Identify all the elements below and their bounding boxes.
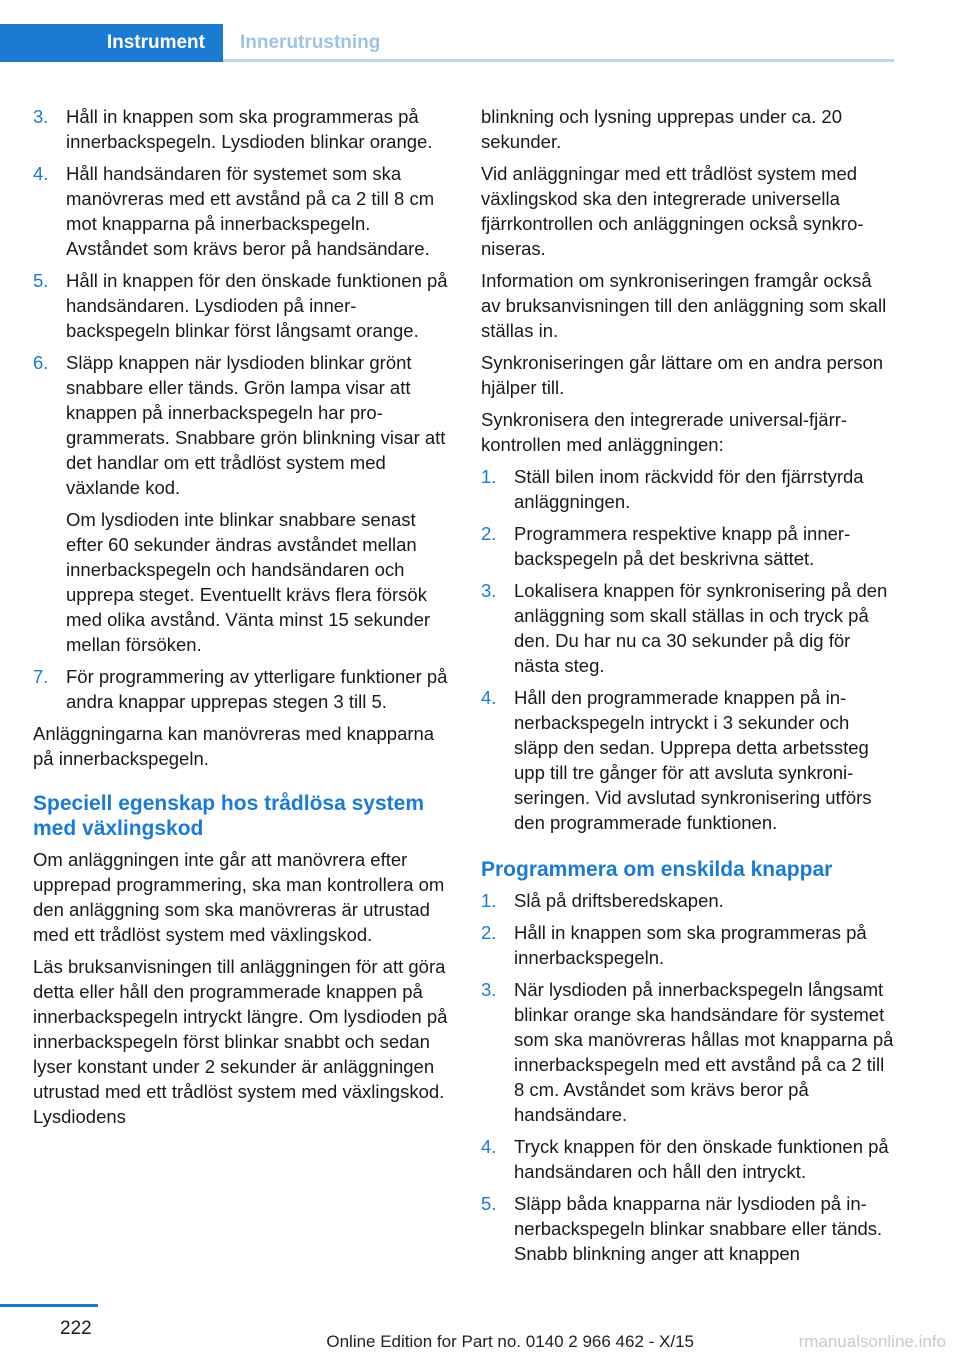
list-number: 3.	[481, 979, 497, 1000]
list-number: 1.	[481, 890, 497, 911]
list-text: Håll handsändaren för systemet som ska manövreras med ett avstånd på ca 2 till 8 cm mot knapparna på innerbackspegeln. Avståndet som krävs beror på handsändare.	[66, 163, 435, 259]
list-number: 4.	[481, 1136, 497, 1157]
list-text: Håll in knappen som ska programmeras på innerbackspegeln.	[514, 922, 867, 968]
list-number: 5.	[33, 270, 49, 291]
list-text: Ställ bilen inom räckvidd för den fjärrstyrda anläggningen.	[514, 466, 864, 512]
tab-instrument[interactable]: Instrument	[0, 24, 223, 62]
paragraph: Information om synkroniseringen framgår också av bruksanvisningen till den anläggning som skall ställas in.	[481, 270, 887, 341]
list-item	[33, 664, 449, 714]
list-text: Håll in knappen som ska programmeras på innerbackspegeln. Lysdioden blinkar orange.	[66, 106, 433, 152]
list-number: 4.	[481, 687, 497, 708]
paragraph: Om anläggningen inte går att manövrera efter upprepad programmering, ska man kontrollera om den anläggning som ska manövreras är utrustad med ett trådlöst system med växlingskod.	[33, 849, 445, 945]
list-number: 4.	[33, 163, 49, 184]
list-item	[481, 1191, 895, 1266]
list-text: För programmering av ytterligare funktioner på andra knappar upprepas stegen 3 till 5.	[66, 666, 448, 712]
list-item	[481, 888, 895, 913]
list-text: Håll den programmerade knappen på innerbackspegeln intryckt i 3 sekunder och släpp den sedan. Upprepa detta arbetssteg upp till tre gånger för att avsluta synkroniseringen. Vid avslutad synkronisering utförs den programmerade funktionen.	[514, 687, 872, 833]
list-text: När lysdioden på innerbackspegeln långsamt blinkar orange ska handsändare för systemet som ska manövreras hållas mot knapparna på innerbackspegeln med ett avstånd på ca 2 till 8 cm. Avståndet som krävs beror på handsändare.	[514, 979, 894, 1125]
list-number: 6.	[33, 352, 49, 373]
list-item	[481, 578, 895, 678]
header-divider	[223, 59, 894, 62]
list-text: Slå på driftsberedskapen.	[514, 890, 724, 911]
list-text: Programmera respektive knapp på innerbackspegeln på det beskrivna sättet.	[514, 523, 851, 569]
list-item	[481, 685, 895, 835]
page-header	[0, 24, 894, 62]
list-number: 2.	[481, 523, 497, 544]
paragraph: Synkronisera den integrerade universal-fjärrkontrollen med anläggningen:	[481, 409, 848, 455]
list-item	[33, 350, 449, 657]
list-number: 5.	[481, 1193, 497, 1214]
section-heading: Programmera om enskilda knappar	[481, 858, 833, 881]
paragraph: blinkning och lysning upprepas under ca. 20 sekunder.	[481, 106, 842, 152]
paragraph: Vid anläggningar med ett trådlöst system med växlingskod ska den integrerade universella fjärrkontrollen och anläggningen också synkroniseras.	[481, 163, 864, 259]
list-item	[481, 977, 895, 1127]
list-item	[481, 521, 895, 571]
list-item	[481, 1134, 895, 1184]
paragraph: Läs bruksanvisningen till anläggningen för att göra detta eller håll den programmerade knappen på innerbackspegeln intryckt längre. Om lysdioden på innerbackspegeln först blinkar snabbt och sedan lyser konstant under 2 sekunder är anläggningen utrustad med ett trådlöst system med växlingskod. Lysdiodens	[33, 956, 448, 1127]
list-text: Håll in knappen för den önskade funktionen på handsändaren. Lysdioden på innerbackspegeln blinkar först långsamt orange.	[66, 270, 448, 341]
list-number: 3.	[481, 580, 497, 601]
paragraph: Synkroniseringen går lättare om en andra person hjälper till.	[481, 352, 884, 398]
list-item	[33, 104, 449, 154]
list-number: 2.	[481, 922, 497, 943]
tab-innerutrustning[interactable]: Innerutrustning	[240, 32, 381, 53]
list-text: Tryck knappen för den önskade funktionen på handsändaren och håll den intryckt.	[514, 1136, 889, 1182]
list-text: Om lysdioden inte blinkar snabbare senast efter 60 sekunder ändras avståndet mellan innerbackspegeln och handsändaren och upprepa steget. Eventuellt krävs flera försök med olika avstånd. Vänta minst 15 sekunder mellan försöken.	[66, 509, 431, 655]
list-number: 3.	[33, 106, 49, 127]
list-text: Släpp knappen när lysdioden blinkar grönt snabbare eller tänds. Grön lampa visar att knappen på innerbackspegeln har programmerats. Snabbare grön blinkning visar att det handlar om ett trådlöst system med växlande kod.	[66, 352, 446, 498]
list-item	[481, 464, 895, 514]
left-column	[33, 104, 449, 1136]
list-text: Lokalisera knappen för synkronisering på den anläggning som skall ställas in och tryck på den. Du har nu ca 30 sekunder på dig för nästa steg.	[514, 580, 888, 676]
right-column	[481, 104, 895, 1273]
edition-note: Online Edition for Part no. 0140 2 966 462 - X/15	[326, 1332, 694, 1351]
section-heading: Speciell egenskap hos trådlösa system med växlingskod	[33, 792, 425, 840]
page-number: 222	[60, 1318, 92, 1339]
list-item	[481, 920, 895, 970]
list-item	[33, 268, 449, 343]
paragraph: Anläggningarna kan manövreras med knapparna på innerbackspegeln.	[33, 723, 435, 769]
watermark: rmanualsonline.info	[798, 1332, 946, 1351]
list-number: 7.	[33, 666, 49, 687]
list-text: Släpp båda knapparna när lysdioden på innerbackspegeln blinkar snabbare eller tänds. Snabb blinkning anger att knappen	[514, 1193, 883, 1264]
list-item	[33, 161, 449, 261]
footer-divider	[0, 1304, 98, 1307]
list-number: 1.	[481, 466, 497, 487]
